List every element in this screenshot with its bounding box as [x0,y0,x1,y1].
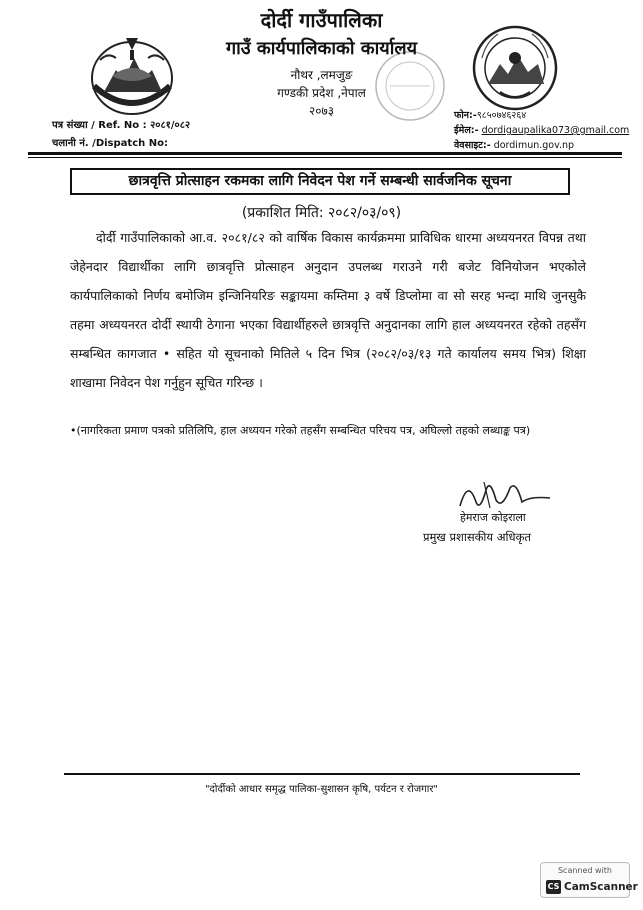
published-date: (प्रकाशित मिति: २०८२/०३/०९) [241,205,402,221]
website-link[interactable]: dordimun.gov.np [493,140,575,151]
email-line [454,123,629,138]
header-divider-thin [28,157,622,158]
phone-value: ९८५०७४६२६४ [476,110,527,121]
established-year: २०७३ [309,104,334,118]
dispatch-label: चलानी नं. /Dispatch No: [52,138,168,149]
notice-paragraph: दोर्दी गाउँपालिकाको आ.व. २०८१/८२ को वार्षिक विकास कार्यक्रममा प्राविधिक धारमा अध्ययनरत विपन्न तथा जेहेनदार विद्यार्थीका लागि छात्रवृत्ति प्रोत्साहन अनुदान उपलब्ध गराउने गरी बजेट विनियोजन भएकोले कार्यपालिकाको निर्णय बमोजिम इन्जिनियरिङ सङ्कायमा कम्तिमा ३ वर्षे डिप्लोमा वा सो सरह भन्दा माथि जुनसुकै तहमा अध्ययनरत दोर्दी स्थायी ठेगाना भएका विद्यार्थीहरुले छात्रवृत्ति अनुदानका लागि हाल अध्ययनरत रहेको तहसँग सम्बन्धित कागजात • सहित यो सूचनाको मितिले ५ दिन भित्र (२०८२/०३/१३ गते कार्यालय समय भित्र) शिक्षा शाखामा निवेदन पेश गर्नुहुन सूचित गरिन्छ । [70,230,586,390]
notice-title: छात्रवृत्ति प्रोत्साहन रकमका लागि निवेदन पेश गर्ने सम्बन्धी सार्वजनिक सूचना [70,168,570,195]
website-line [454,138,629,153]
camscanner-brand: CamScanner [564,881,638,893]
phone-line [454,108,629,123]
camscanner-badge [540,862,638,898]
required-documents-note: •(नागरिकता प्रमाण पत्रको प्रतिलिपि, हाल अध्ययन गरेको तहसँग सम्बन्धित परिचय पत्र, अघिल्लो तहको लब्धाङ्क पत्र) [70,424,531,437]
notice-body [70,223,586,397]
signatory-title: प्रमुख प्रशासकीय अधिकृत [423,530,531,544]
ref-label: पत्र संख्या / Ref. No : [52,120,147,131]
email-label: ईमेल:- [454,125,479,136]
email-link[interactable]: dordigaupalika073@gmail.com [481,125,630,136]
phone-label: फोन:- [454,110,477,121]
dispatch-number [52,135,168,149]
signatory-name: हेमराज कोइराला [460,511,526,524]
municipality-name: दोर्दी गाउँपालिका [260,8,383,32]
ref-value: २०८१/०८२ [150,120,191,131]
camscanner-icon: CS [546,880,561,894]
office-name: गाउँ कार्यपालिकाको कार्यालय [225,38,418,59]
website-label: वेवसाइट:- [454,140,491,151]
address-line-1: नौथर ,लमजुङ [290,68,353,82]
footer-divider [64,773,580,775]
footer-slogan: "दोर्दीको आधार समृद्ध पालिका-सुशासन कृषि, पर्यटन र रोजगार" [204,784,439,795]
reference-number [52,117,190,131]
header-divider-thick [28,152,622,155]
scanned-with-label: Scanned with [557,866,613,875]
contact-block [454,108,629,153]
address-line-2: गण्डकी प्रदेश ,नेपाल [277,86,366,100]
